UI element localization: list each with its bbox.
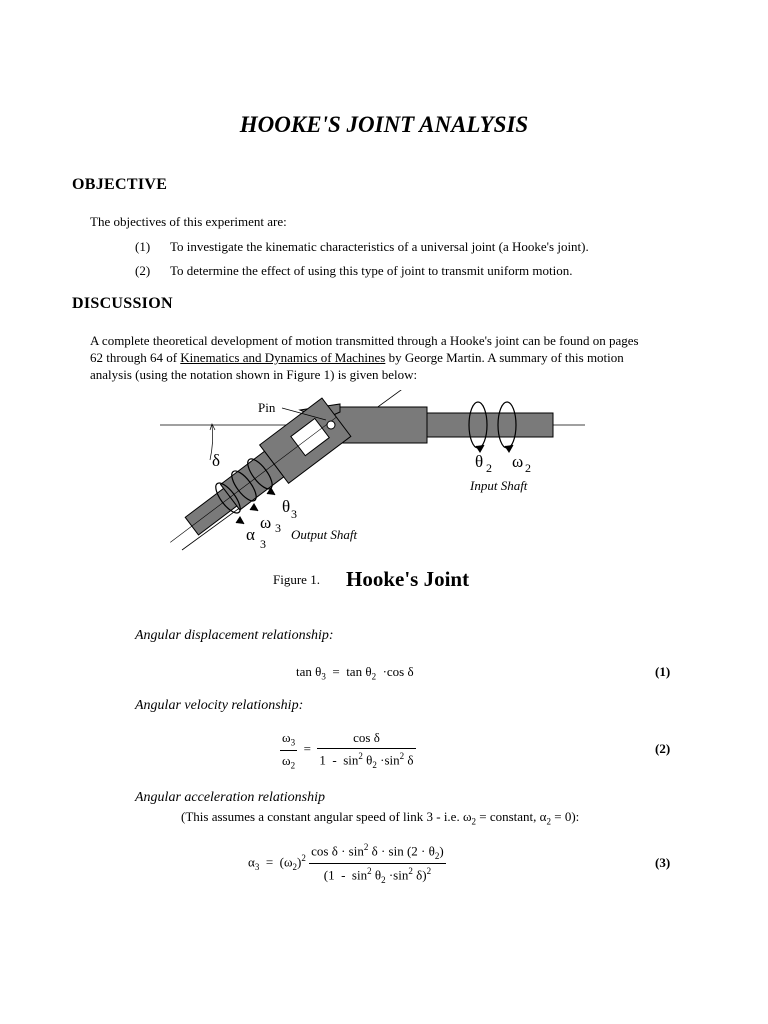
discussion-line-1: A complete theoretical development of motion transmitted through a Hooke's joint can be found on pages [90,333,639,348]
acceleration-note: (This assumes a constant angular speed of link 3 - i.e. $\omega_2$ = constant, $\alpha_2 = 0$): [181,809,580,827]
alpha3-subscript: 3 [260,537,266,551]
omega2-subscript: 2 [525,461,531,475]
objective-item-2-text: To determine the effect of using this type of joint to transmit uniform motion. [170,263,573,278]
delta-label: δ [212,451,221,470]
output-shaft-label: Output Shaft [291,527,358,542]
equation-3: $\alpha_3 = (\omega_2)^2$ $\frac{\cos \delta \cdot \sin^2 \delta \cdot \sin (2 \cdot \theta_2)}{(1 - \sin^2 \theta_2 \cdot\sin^2 \delta)^2}$ [248,842,444,885]
figure-caption-title: Hooke's Joint [346,567,470,591]
objective-item-1-text: To investigate the kinematic characteristics of a universal joint (a Hooke's joint). [170,239,589,254]
objective-intro: The objectives of this experiment are: [90,214,287,229]
theta2-subscript: 2 [486,461,492,475]
equation-1: $\tan \theta_3 = \tan \theta_2 \cdot\cos$ δ [296,664,414,682]
discussion-line-3: analysis (using the notation shown in Figure 1) is given below: [90,367,418,382]
discussion-line-2 [90,349,690,366]
pin-label: Pin [258,400,276,415]
displacement-label: Angular displacement relationship: [135,628,334,643]
input-shaft-label: Input Shaft [470,478,528,493]
output-shaft-axis [170,417,336,542]
alpha3-label: α [246,525,255,544]
equation-2-number: (2) [655,741,671,756]
objective-item-1-number: (1) [135,239,151,254]
hookes-joint-figure [150,390,600,555]
omega2-label: ω [512,452,524,471]
objective-heading: OBJECTIVE [72,176,168,193]
omega3-label: ω [260,513,272,532]
book-title: Kinematics and Dynamics of Machines [180,350,386,365]
input-shaft-thin [425,413,553,437]
acceleration-label: Angular acceleration relationship [135,790,326,805]
omega3-subscript: 3 [275,521,281,535]
equation-1-number: (1) [655,664,671,679]
figure-caption-prefix: Figure 1. [273,572,320,587]
theta2-arrow-icon [476,445,484,452]
omega3-arrow-icon [250,504,258,511]
pin-icon [327,421,335,429]
discussion-paragraph [90,332,690,383]
theta3-subscript: 3 [291,507,297,521]
omega2-arrow-icon [505,445,513,452]
equation-2: $\frac{\omega_3}{\omega_2}$ = $\frac{\text{cos δ}}{1 - \sin^2 \theta_2 \cdot\sin^2 \delta}$ [282,730,414,771]
discussion-line-2-pre: 62 through 64 of [90,350,181,365]
theta2-label: θ [475,452,484,471]
alpha3-arrow-icon [236,517,244,524]
page-title: HOOKE'S JOINT ANALYSIS [239,112,529,137]
objective-item-2-number: (2) [135,263,151,278]
discussion-line-2-post: by George Martin. A summary of this motion [385,350,624,365]
theta3-label: θ [282,497,291,516]
velocity-label: Angular velocity relationship: [135,698,304,713]
discussion-heading: DISCUSSION [72,295,173,312]
equation-3-number: (3) [655,855,671,870]
